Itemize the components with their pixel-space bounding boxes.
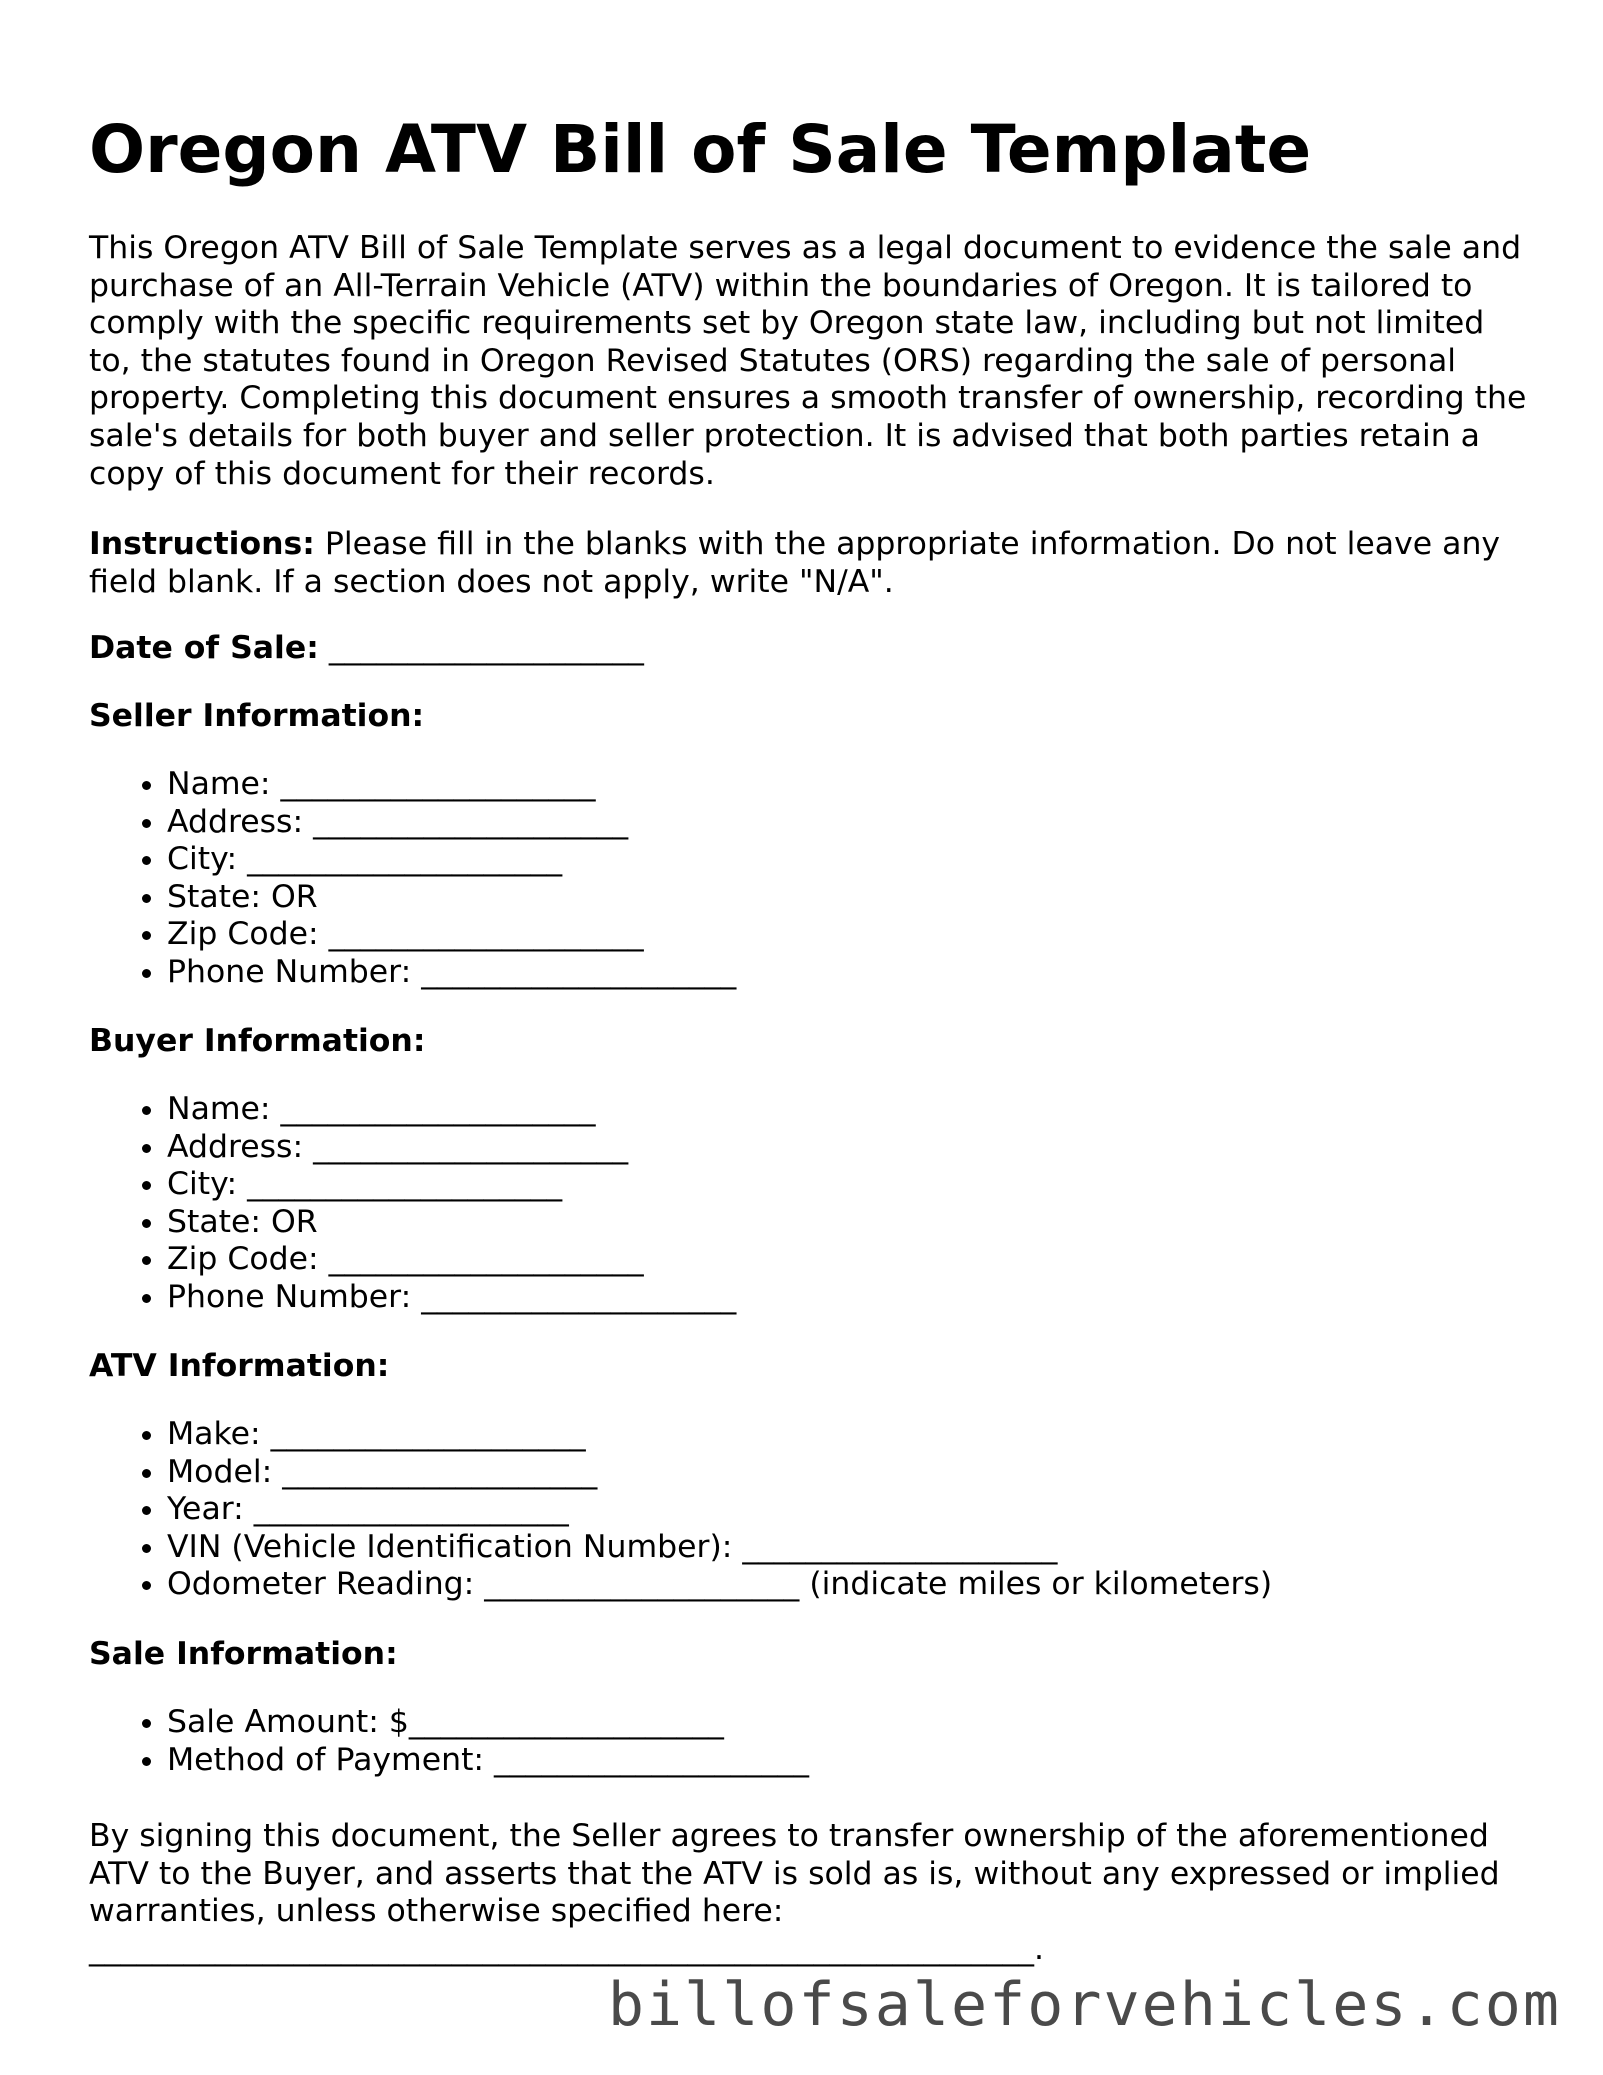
buyer-list xyxy=(89,1091,1527,1317)
date-of-sale-field xyxy=(89,630,1529,668)
watermark: billofsaleforvehicles.com xyxy=(607,1970,1561,2040)
atv-make-field[interactable]: • Make: ____________________ xyxy=(167,1416,1527,1454)
payment-method-field[interactable]: • Method of Payment: ____________________ xyxy=(167,1742,1527,1780)
atv-list xyxy=(89,1416,1527,1604)
date-of-sale-label: Date of Sale: xyxy=(89,630,319,666)
sale-amount-field[interactable]: • Sale Amount: $____________________ xyxy=(167,1704,1527,1742)
sale-list xyxy=(89,1704,1527,1779)
buyer-city-field[interactable]: • City: ____________________ xyxy=(167,1166,1527,1204)
seller-list xyxy=(89,766,1527,992)
atv-year-field[interactable]: • Year: ____________________ xyxy=(167,1491,1527,1529)
seller-state-field: • State: OR xyxy=(167,879,1527,917)
seller-name-field[interactable]: • Name: ____________________ xyxy=(167,766,1527,804)
atv-vin-field[interactable]: • VIN (Vehicle Identification Number): ____________________ xyxy=(167,1529,1527,1567)
buyer-zip-field[interactable]: • Zip Code: ____________________ xyxy=(167,1241,1527,1279)
buyer-heading: Buyer Information: xyxy=(89,1023,426,1059)
buyer-state-field: • State: OR xyxy=(167,1204,1527,1242)
buyer-name-field[interactable]: • Name: ____________________ xyxy=(167,1091,1527,1129)
instructions-text: Please fill in the blanks with the appropriate information. Do not leave any field blank. If a section does not apply, write "N/A". xyxy=(89,526,1501,600)
seller-heading: Seller Information: xyxy=(89,698,425,734)
atv-model-field[interactable]: • Model: ____________________ xyxy=(167,1454,1527,1492)
instructions-label: Instructions: xyxy=(89,526,315,562)
atv-heading: ATV Information: xyxy=(89,1348,390,1384)
date-of-sale-blank[interactable]: ____________________ xyxy=(318,630,644,666)
buyer-phone-field[interactable]: • Phone Number: ____________________ xyxy=(167,1279,1527,1317)
buyer-address-field[interactable]: • Address: ____________________ xyxy=(167,1129,1527,1167)
page-title: Oregon ATV Bill of Sale Template xyxy=(89,111,1312,188)
seller-address-field[interactable]: • Address: ____________________ xyxy=(167,804,1527,842)
atv-odometer-field[interactable]: • Odometer Reading: ____________________ (indicate miles or kilometers) xyxy=(167,1566,1527,1604)
intro-paragraph: This Oregon ATV Bill of Sale Template serves as a legal document to evidence the sale and purchase of an All-Terrain Vehicle (ATV) within the boundaries of Oregon. It is tailored to comply with the specific requirements set by Oregon state law, including but not limited to, the statutes found in Oregon Revised Statutes (ORS) regarding the sale of personal property. Completing this document ensures a smooth transfer of ownership, recording the sale's details for both buyer and seller protection. It is advised that both parties retain a copy of this document for their records. xyxy=(89,230,1527,492)
seller-phone-field[interactable]: • Phone Number: ____________________ xyxy=(167,954,1527,992)
seller-zip-field[interactable]: • Zip Code: ____________________ xyxy=(167,916,1527,954)
instructions-paragraph xyxy=(89,526,1529,601)
seller-city-field[interactable]: • City: ____________________ xyxy=(167,841,1527,879)
sale-heading: Sale Information: xyxy=(89,1636,398,1672)
closing-paragraph: By signing this document, the Seller agrees to transfer ownership of the aforementioned ATV to the Buyer, and asserts that the ATV is sold as is, without any expressed or implied warranties, unless otherwise specified here: ____________________________________________________________. xyxy=(89,1818,1500,1967)
